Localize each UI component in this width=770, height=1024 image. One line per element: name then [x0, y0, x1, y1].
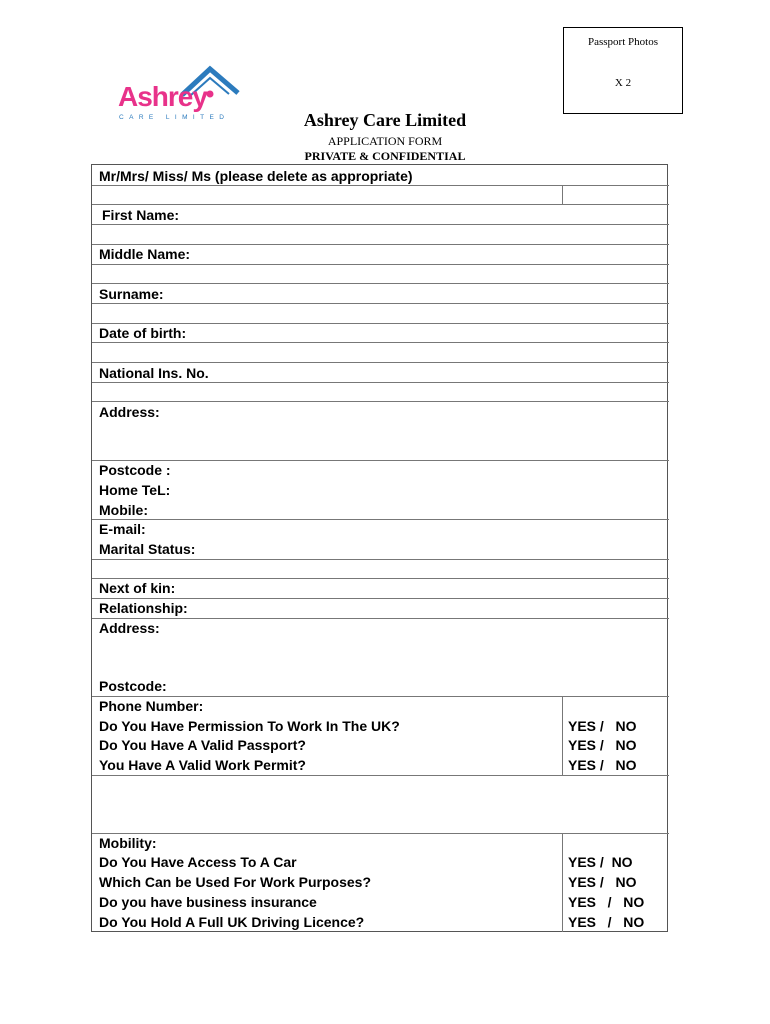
car-access-question: Do You Have Access To A Car [99, 854, 297, 870]
mobile-label: Mobile: [99, 502, 148, 518]
kin-postcode-label: Postcode: [99, 678, 167, 694]
insurance-yes-no[interactable]: YES / NO [568, 894, 645, 910]
work-purposes-yes-no[interactable]: YES / NO [568, 874, 637, 890]
mobility-label: Mobility: [99, 835, 157, 851]
kin-address-label: Address: [99, 620, 160, 636]
logo-tagline: CARE LIMITED [119, 114, 230, 121]
passport-photo-box [563, 27, 683, 114]
photo-box-label: Passport Photos [588, 36, 658, 48]
next-of-kin-label: Next of kin: [99, 580, 176, 596]
dob-label: Date of birth: [99, 325, 187, 341]
form-title: APPLICATION FORM [327, 134, 443, 148]
marital-status-label: Marital Status: [99, 541, 196, 557]
first-name-label: First Name: [102, 207, 180, 223]
work-permit-question: You Have A Valid Work Permit? [99, 757, 306, 773]
relationship-label: Relationship: [99, 600, 188, 616]
postcode-label: Postcode : [99, 462, 171, 478]
licence-yes-no[interactable]: YES / NO [568, 914, 645, 930]
ni-number-label: National Ins. No. [99, 365, 209, 381]
permission-yes-no[interactable]: YES / NO [568, 718, 637, 734]
phone-number-label: Phone Number: [99, 698, 204, 714]
address-label: Address: [99, 404, 160, 420]
insurance-question: Do you have business insurance [99, 894, 317, 910]
licence-question: Do You Hold A Full UK Driving Licence? [99, 914, 365, 930]
home-tel-label: Home TeL: [99, 482, 171, 498]
logo-wordmark: Ashrey [118, 81, 207, 112]
title-field-label: Mr/Mrs/ Miss/ Ms (please delete as appropriate) [99, 168, 413, 184]
company-name: Ashrey Care Limited [303, 110, 467, 130]
passport-yes-no[interactable]: YES / NO [568, 737, 637, 753]
photo-box-count: X 2 [614, 77, 632, 89]
passport-question: Do You Have A Valid Passport? [99, 737, 306, 753]
email-label: E-mail: [99, 521, 146, 537]
surname-label: Surname: [99, 286, 164, 302]
car-yes-no[interactable]: YES / NO [568, 854, 633, 870]
middle-name-label: Middle Name: [99, 246, 191, 262]
work-permission-question: Do You Have Permission To Work In The UK? [99, 718, 400, 734]
work-purposes-question: Which Can be Used For Work Purposes? [99, 874, 372, 890]
confidential-label: PRIVATE & CONFIDENTIAL [304, 149, 466, 163]
work-permit-yes-no[interactable]: YES / NO [568, 757, 637, 773]
